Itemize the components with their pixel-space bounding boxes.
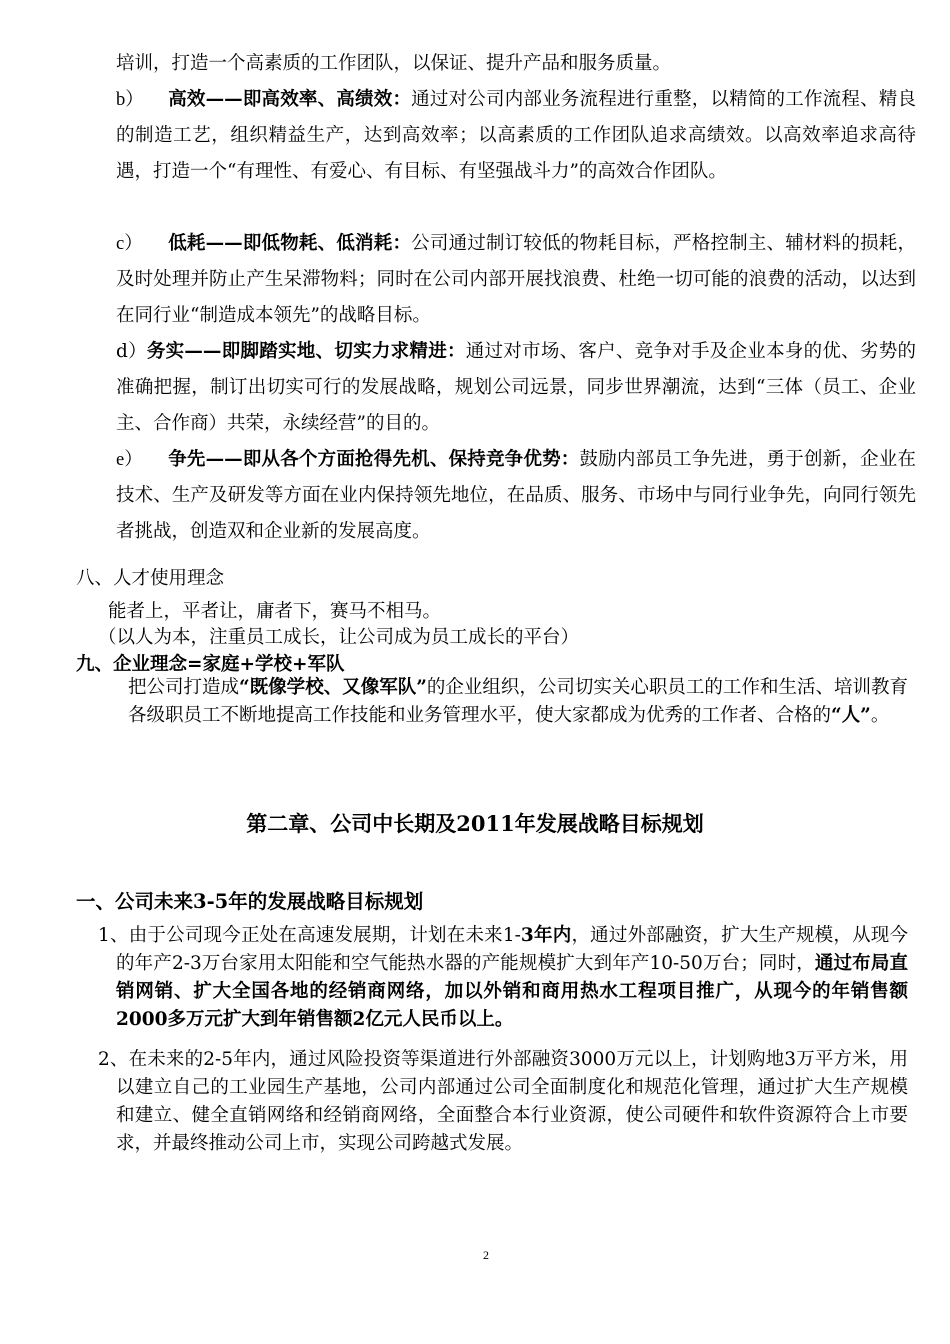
item-body: 通过对市场、客户、竞争对手及企业本身的优、劣势的准确把握，制订出切实可行的发展战略，规划公司远景，同步世界潮流，达到“三体（员工、企业主、合作商）共荣，永续经营”的目的。 [116,341,916,434]
plan-item-1 [98,922,909,1034]
section-8-title: 八、人才使用理念 [76,568,225,589]
item-e [116,442,916,550]
chapter-title: 第二章、公司中长期及2011年发展战略目标规划 [246,811,704,836]
item-b [116,82,916,190]
item-title: 低耗——即低物耗、低消耗： [168,233,412,254]
item-c [116,226,916,334]
text-run-bold: 通过布局直销网销、扩大全国各地的经销商网络，加以外销和商用热水工程项目推广，从现今的年销售额2000多万元扩大到年销售额2亿元人民币以上。 [116,953,908,1030]
section-8-line1: 能者上，平者让，庸者下，赛马不相马。 [108,601,442,622]
item-title: 务实——即脚踏实地、切实力求精进： [146,341,466,362]
item-body: 鼓励内部员工争先进，勇于创新，企业在技术、生产及研发等方面在业内保持领先地位，在品质、服务、市场中与同行业争先，向同行领先者挑战，创造双和企业新的发展高度。 [116,449,916,542]
item-marker: c） [116,234,143,254]
item-marker: d） [116,341,147,362]
text-run: 把公司打造成 [128,677,240,698]
section-9-para [128,674,908,730]
text-run: 1、由于公司现今正处在高速发展期，计划在未来1- [98,925,521,946]
item-body: 公司通过制订较低的物耗目标，严格控制主、辅材料的损耗，及时处理并防止产生呆滞物料；同时在公司内部开展找浪费、杜绝一切可能的浪费的活动，以达到在同行业“制造成本领先”的战略目标。 [116,233,916,326]
item-title: 高效——即高效率、高绩效： [168,89,412,110]
text-run: ，通过外部融资，扩大生产规模，从现今的年产2-3万台家用太阳能和空气能热水器的产能规模扩大到年产10-50万台；同时， [116,925,909,974]
text-run-bold: “人” [831,705,871,726]
item-d [116,334,916,442]
para-continuation: 培训，打造一个高素质的工作团队，以保证、提升产品和服务质量。 [116,53,672,74]
page-number: 2 [483,1248,489,1262]
item-marker: e） [116,450,143,470]
section-9-title: 九、企业理念=家庭+学校+军队 [76,654,345,675]
item-title: 争先——即从各个方面抢得先机、保持竞争优势： [168,449,580,470]
item-marker: b） [116,90,144,110]
text-run-bold: 3年内 [520,925,572,946]
section-1-title: 一、公司未来3-5年的发展战略目标规划 [76,890,424,913]
text-run: 。 [870,705,890,726]
section-8-line2: （以人为本，注重员工成长，让公司成为员工成长的平台） [98,627,580,648]
item-body: 通过对公司内部业务流程进行重整，以精简的工作流程、精良的制造工艺，组织精益生产，达到高效率；以高素质的工作团队追求高绩效。以高效率追求高待遇，打造一个“有理性、有爱心、有目标、有坚强战斗力”的高效合作团队。 [116,89,916,182]
text-run-bold: “既像学校、又像军队” [239,677,427,698]
plan-item-2: 2、在未来的2-5年内，通过风险投资等渠道进行外部融资3000万元以上，计划购地3万平方米，用以建立自己的工业园生产基地，公司内部通过公司全面制度化和规范化管理，通过扩大生产规模和建立、健全直销网络和经销商网络，全面整合本行业资源，使公司硬件和软件资源符合上市要求，并最终推动公司上市，实现公司跨越式发展。 [98,1049,908,1154]
text-run: 的企业组织，公司切实关心职员工的工作和生活、培训教育各级职员工不断地提高工作技能和业务管理水平，使大家都成为优秀的工作者、合格的 [128,677,908,726]
